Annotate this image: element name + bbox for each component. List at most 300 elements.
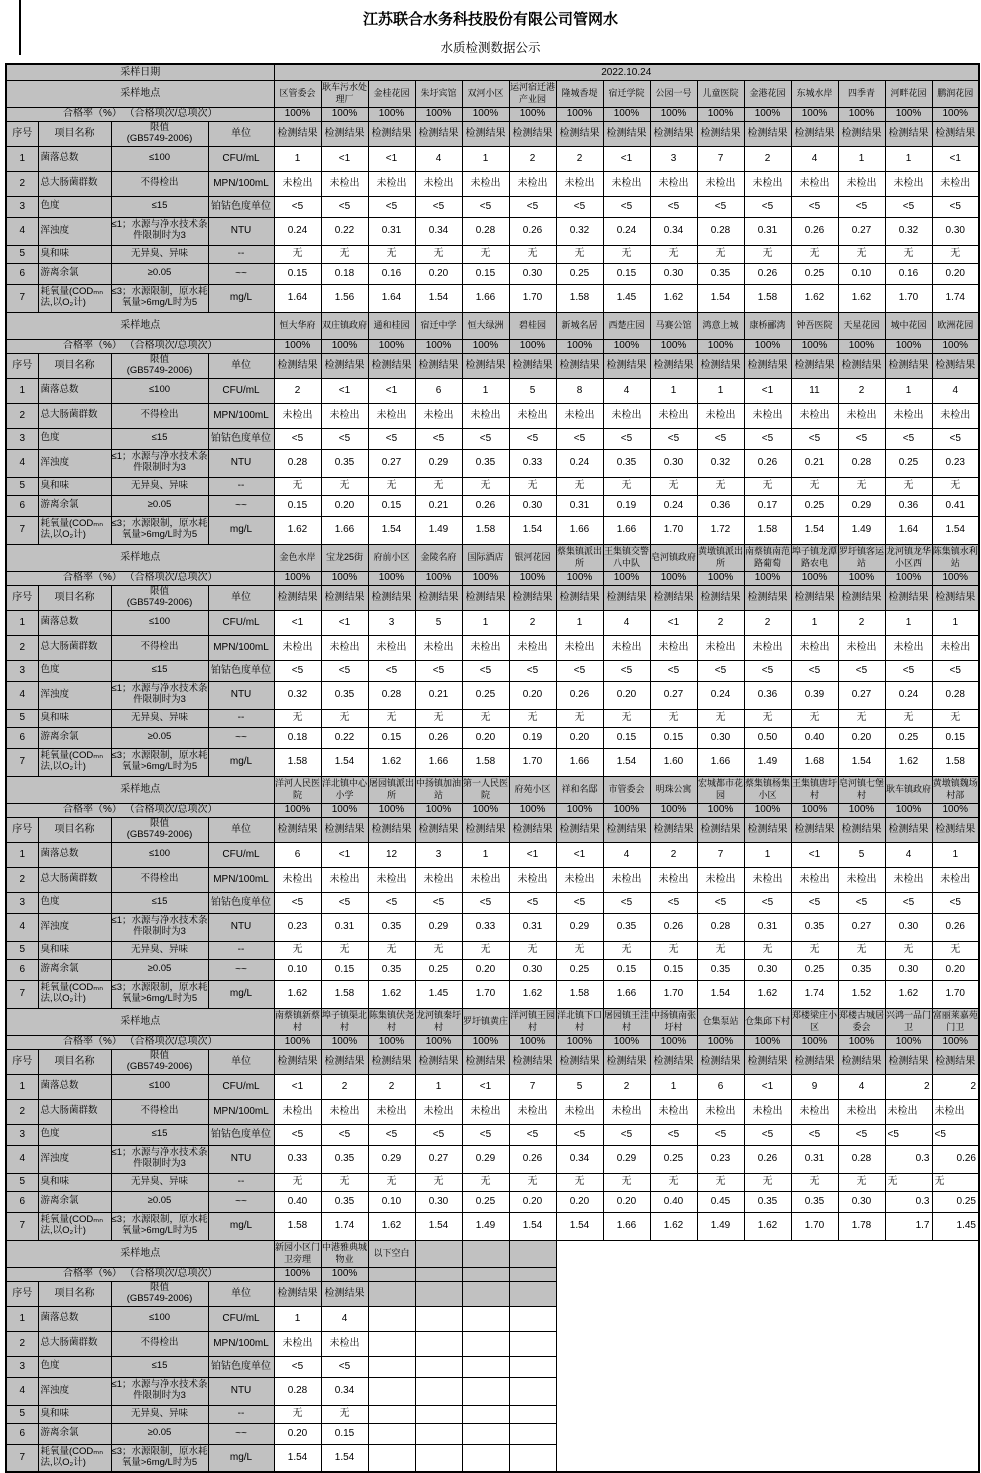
item-limit-cell: ≤15 [111, 1356, 208, 1377]
item-no-cell: 7 [6, 516, 38, 544]
result-cell: 0.28 [274, 449, 321, 477]
result-cell: 1 [885, 146, 932, 171]
item-unit-cell: ~~ [208, 263, 274, 284]
location-cell: 洋河人民医院 [274, 776, 321, 803]
blank-cell [556, 1423, 603, 1444]
result-cell: 0.26 [932, 1145, 979, 1173]
blank-cell [932, 1267, 979, 1281]
result-cell: 1.62 [744, 980, 791, 1008]
result-cell: <5 [509, 428, 556, 449]
item-limit-cell: ≥0.05 [111, 1191, 208, 1212]
empty-grid-cell [368, 1444, 415, 1472]
result-cell: 0.30 [509, 263, 556, 284]
pass-rate-cell: 100% [415, 803, 462, 817]
blank-cell [791, 1405, 838, 1423]
result-cell: 无 [321, 1173, 368, 1191]
result-cell: 8 [556, 378, 603, 403]
col-header-result: 检测结果 [321, 1049, 368, 1074]
item-name-cell: 总大肠菌群数 [38, 403, 111, 428]
result-cell: 0.30 [415, 1191, 462, 1212]
location-cell: 鸿意上城 [697, 312, 744, 339]
item-name-cell: 耗氧量(CODₘₙ法,以O₂计) [38, 748, 111, 776]
result-cell: 0.34 [650, 217, 697, 245]
col-header-result: 检测结果 [415, 1049, 462, 1074]
item-limit-cell: ≤100 [111, 842, 208, 867]
result-cell: 未检出 [744, 867, 791, 892]
item-name-cell: 臭和味 [38, 709, 111, 727]
item-row [6, 1423, 979, 1444]
result-cell: <5 [838, 428, 885, 449]
result-cell: 0.33 [509, 449, 556, 477]
pass-rate-cell: 100% [744, 107, 791, 121]
result-cell: 1.62 [650, 284, 697, 312]
result-cell: <5 [791, 196, 838, 217]
col-header-result: 检测结果 [697, 585, 744, 610]
blank-cell [556, 1267, 603, 1281]
result-cell: <5 [932, 660, 979, 681]
result-cell: 0.28 [932, 681, 979, 709]
result-cell: <5 [603, 196, 650, 217]
result-cell: 未检出 [697, 635, 744, 660]
item-name-cell: 耗氧量(CODₘₙ法,以O₂计) [38, 516, 111, 544]
result-cell: 1.70 [650, 516, 697, 544]
result-cell: 0.28 [838, 449, 885, 477]
result-cell: 0.15 [603, 959, 650, 980]
result-cell: 未检出 [321, 171, 368, 196]
result-cell: 未检出 [838, 635, 885, 660]
item-unit-cell: -- [208, 941, 274, 959]
item-limit-cell: ≤15 [111, 892, 208, 913]
result-cell: 无 [274, 245, 321, 263]
empty-grid-cell [509, 1356, 556, 1377]
result-cell: 1.54 [838, 748, 885, 776]
blank-cell [885, 1281, 932, 1306]
location-cell: 中扬镇加油站 [415, 776, 462, 803]
pass-rate-cell: 100% [274, 803, 321, 817]
item-name-cell: 浑浊度 [38, 1145, 111, 1173]
blank-cell [603, 1423, 650, 1444]
pass-rate-cell: 100% [885, 339, 932, 353]
item-limit-cell: 不得检出 [111, 1331, 208, 1356]
col-header-result: 检测结果 [274, 1281, 321, 1306]
item-row [6, 681, 979, 709]
result-cell: 0.29 [415, 913, 462, 941]
item-row [6, 1099, 979, 1124]
item-name-cell: 总大肠菌群数 [38, 1099, 111, 1124]
pass-rate-cell: 100% [415, 339, 462, 353]
location-cell: 府苑小区 [509, 776, 556, 803]
result-cell: 1.66 [603, 1212, 650, 1240]
blank-cell [791, 1444, 838, 1472]
blank-cell [556, 1240, 603, 1267]
item-row [6, 245, 979, 263]
location-cell: 府前小区 [368, 544, 415, 571]
result-cell: 0.35 [791, 913, 838, 941]
pass-rate-cell: 100% [650, 1035, 697, 1049]
result-cell: 未检出 [838, 1099, 885, 1124]
result-cell: 9 [791, 1074, 838, 1099]
pass-rate-cell: 100% [603, 571, 650, 585]
location-cell: 朱圩宾馆 [415, 80, 462, 107]
item-row [6, 1356, 979, 1377]
item-row [6, 171, 979, 196]
location-cell: 银河花园 [509, 544, 556, 571]
result-cell: 0.20 [462, 727, 509, 748]
result-cell: 1.58 [321, 980, 368, 1008]
location-cell: 金陵名府 [415, 544, 462, 571]
col-header-result: 检测结果 [368, 817, 415, 842]
result-cell: 未检出 [415, 403, 462, 428]
location-cell: 西楚庄园 [603, 312, 650, 339]
result-cell: 无 [791, 477, 838, 495]
pass-rate-cell: 100% [274, 107, 321, 121]
result-cell: 无 [415, 941, 462, 959]
result-cell: 1.54 [932, 516, 979, 544]
col-header-result: 检测结果 [697, 353, 744, 378]
sampling-location-row [6, 80, 979, 107]
result-cell: 1.70 [509, 284, 556, 312]
item-row [6, 196, 979, 217]
location-cell: 鹏润花园 [932, 80, 979, 107]
result-cell: 0.10 [274, 959, 321, 980]
pass-rate-cell: 100% [885, 571, 932, 585]
col-header-item: 项目名称 [38, 1281, 111, 1306]
result-cell: 未检出 [932, 1099, 979, 1124]
item-unit-cell: 铂钴色度单位 [208, 892, 274, 913]
result-cell: 4 [838, 1074, 885, 1099]
col-header-result: 检测结果 [415, 585, 462, 610]
result-cell: 1 [697, 378, 744, 403]
pass-rate-cell: 100% [415, 107, 462, 121]
sampling-location-label: 采样地点 [6, 80, 274, 107]
blank-cell [744, 1240, 791, 1267]
item-no-cell: 4 [6, 681, 38, 709]
result-cell: 2 [932, 1074, 979, 1099]
result-cell: 1.70 [462, 980, 509, 1008]
pass-rate-cell: 100% [932, 803, 979, 817]
result-cell: 未检出 [274, 171, 321, 196]
pass-rate-cell: 100% [744, 571, 791, 585]
pass-rate-cell: 100% [462, 107, 509, 121]
result-cell: 0.28 [838, 1145, 885, 1173]
pass-rate-row [6, 1035, 979, 1049]
result-cell: 0.29 [415, 449, 462, 477]
col-header-result: 检测结果 [791, 585, 838, 610]
result-cell: 0.27 [368, 449, 415, 477]
result-cell: 0.35 [603, 449, 650, 477]
col-header-limit: 限值 (GB5749-2006) [111, 353, 208, 378]
location-cell: 埠子镇龙潭路农电 [791, 544, 838, 571]
location-cell: 兴鸿一品门卫 [885, 1008, 932, 1035]
result-cell: 无 [744, 477, 791, 495]
item-unit-cell: ~~ [208, 1191, 274, 1212]
item-name-cell: 菌落总数 [38, 1074, 111, 1099]
result-cell: 无 [744, 1173, 791, 1191]
pass-rate-cell: 100% [791, 571, 838, 585]
result-cell: <5 [321, 196, 368, 217]
item-unit-cell: CFU/mL [208, 1306, 274, 1331]
result-cell: 0.25 [885, 727, 932, 748]
result-cell: 未检出 [462, 1099, 509, 1124]
result-cell: 1.58 [274, 748, 321, 776]
col-header-result: 检测结果 [462, 121, 509, 146]
result-cell: 1.45 [415, 980, 462, 1008]
pass-rate-cell: 100% [509, 1035, 556, 1049]
result-cell: 1 [274, 146, 321, 171]
result-cell: 未检出 [415, 1099, 462, 1124]
result-cell: 未检出 [650, 403, 697, 428]
blank-cell [885, 1356, 932, 1377]
result-cell: 4 [321, 1306, 368, 1331]
result-cell: 无 [791, 1173, 838, 1191]
pass-rate-cell: 100% [415, 1035, 462, 1049]
col-header-result: 检测结果 [556, 121, 603, 146]
item-limit-cell: ≥0.05 [111, 959, 208, 980]
pass-rate-cell: 100% [415, 571, 462, 585]
blank-cell [650, 1405, 697, 1423]
result-cell: 未检出 [791, 635, 838, 660]
result-cell: <5 [697, 892, 744, 913]
item-unit-cell: ~~ [208, 727, 274, 748]
blank-cell [838, 1356, 885, 1377]
col-header-unit: 单位 [208, 1281, 274, 1306]
item-limit-cell: ≤1；水源与净水技术条件限制时为3 [111, 217, 208, 245]
empty-grid-cell [415, 1267, 462, 1281]
result-cell: 未检出 [603, 635, 650, 660]
item-no-cell: 4 [6, 913, 38, 941]
blank-cell [744, 1281, 791, 1306]
item-no-cell: 3 [6, 1124, 38, 1145]
item-row [6, 477, 979, 495]
empty-grid-cell [509, 1306, 556, 1331]
blank-cell [791, 1331, 838, 1356]
result-cell: 0.25 [791, 263, 838, 284]
result-cell: 0.20 [415, 263, 462, 284]
item-unit-cell: CFU/mL [208, 1074, 274, 1099]
blank-cell [697, 1405, 744, 1423]
item-row [6, 217, 979, 245]
result-cell: <5 [556, 428, 603, 449]
item-limit-cell: ≥0.05 [111, 263, 208, 284]
pass-rate-cell: 100% [509, 803, 556, 817]
result-cell: 4 [932, 378, 979, 403]
result-cell: 0.30 [744, 959, 791, 980]
item-name-cell: 臭和味 [38, 1173, 111, 1191]
location-cell: 通和桂园 [368, 312, 415, 339]
blank-cell [932, 1331, 979, 1356]
col-header-result: 检测结果 [556, 817, 603, 842]
blank-cell [791, 1377, 838, 1405]
item-no-cell: 3 [6, 1356, 38, 1377]
item-no-cell: 7 [6, 980, 38, 1008]
result-cell: 1 [885, 610, 932, 635]
item-no-cell: 2 [6, 1331, 38, 1356]
result-cell: 无 [791, 941, 838, 959]
col-header-limit: 限值 (GB5749-2006) [111, 1049, 208, 1074]
result-cell: 无 [415, 709, 462, 727]
pass-rate-cell: 100% [650, 571, 697, 585]
result-cell: 0.36 [885, 495, 932, 516]
result-cell: <5 [368, 428, 415, 449]
location-cell: 宿迁中学 [415, 312, 462, 339]
pass-rate-label: 合格率（%） （合格项次/总项次） [6, 803, 274, 817]
result-cell: 0.35 [603, 913, 650, 941]
result-cell: 未检出 [791, 403, 838, 428]
result-cell: 无 [697, 1173, 744, 1191]
result-cell: <5 [838, 1124, 885, 1145]
result-cell: 未检出 [462, 171, 509, 196]
item-unit-cell: -- [208, 245, 274, 263]
blank-cell [603, 1267, 650, 1281]
sampling-location-row [6, 312, 979, 339]
result-cell: 1.54 [509, 516, 556, 544]
location-cell: 罗圩镇客运站 [838, 544, 885, 571]
result-cell: 1.74 [932, 284, 979, 312]
location-cell: 黄墩镇魏场村部 [932, 776, 979, 803]
col-header-result: 检测结果 [509, 585, 556, 610]
result-cell: 1 [650, 1074, 697, 1099]
result-cell: 1.78 [838, 1212, 885, 1240]
col-header-result: 检测结果 [556, 353, 603, 378]
blank-cell [885, 1405, 932, 1423]
result-cell: 1 [744, 842, 791, 867]
pass-rate-row [6, 339, 979, 353]
result-cell: 0.35 [744, 1191, 791, 1212]
result-cell: <5 [932, 428, 979, 449]
empty-grid-cell [509, 1331, 556, 1356]
blank-cell [603, 1240, 650, 1267]
result-cell: 无 [885, 477, 932, 495]
col-header-unit: 单位 [208, 353, 274, 378]
sampling-location-label: 采样地点 [6, 776, 274, 803]
result-cell: <5 [603, 892, 650, 913]
location-cell: 蔡集镇派出所 [556, 544, 603, 571]
pass-rate-cell: 100% [509, 107, 556, 121]
result-cell: 0.34 [415, 217, 462, 245]
result-cell: <5 [650, 196, 697, 217]
column-header-row [6, 817, 979, 842]
result-cell: 无 [650, 1173, 697, 1191]
blank-cell [650, 1444, 697, 1472]
result-cell: 未检出 [321, 635, 368, 660]
item-row [6, 403, 979, 428]
result-cell: 无 [697, 709, 744, 727]
item-no-cell: 7 [6, 284, 38, 312]
item-name-cell: 耗氧量(CODₘₙ法,以O₂计) [38, 284, 111, 312]
blank-cell [697, 1356, 744, 1377]
result-cell: 0.31 [509, 913, 556, 941]
location-cell: 康桥郦湾 [744, 312, 791, 339]
result-cell: 2 [509, 610, 556, 635]
sampling-location-label: 采样地点 [6, 1008, 274, 1035]
result-cell: 无 [885, 709, 932, 727]
col-header-result: 检测结果 [415, 353, 462, 378]
result-cell: 未检出 [603, 403, 650, 428]
pass-rate-cell: 100% [556, 571, 603, 585]
location-cell: 公园一号 [650, 80, 697, 107]
col-header-result: 检测结果 [838, 1049, 885, 1074]
item-unit-cell: mg/L [208, 284, 274, 312]
item-no-cell: 5 [6, 941, 38, 959]
blank-cell [838, 1331, 885, 1356]
result-cell: 0.15 [321, 959, 368, 980]
result-cell: 0.30 [650, 263, 697, 284]
pass-rate-cell: 100% [838, 571, 885, 585]
result-cell: 无 [274, 477, 321, 495]
item-name-cell: 臭和味 [38, 477, 111, 495]
pass-rate-cell: 100% [556, 107, 603, 121]
result-cell: 1.54 [415, 284, 462, 312]
result-cell: 2 [744, 146, 791, 171]
pass-rate-label: 合格率（%） （合格项次/总项次） [6, 1035, 274, 1049]
pass-rate-cell: 100% [368, 339, 415, 353]
page-edge-line [19, 0, 21, 55]
result-cell: 0.20 [321, 495, 368, 516]
result-cell: <5 [791, 892, 838, 913]
blank-cell [932, 1423, 979, 1444]
pass-rate-cell: 100% [885, 803, 932, 817]
result-cell: <5 [415, 196, 462, 217]
result-cell: 未检出 [885, 171, 932, 196]
result-cell: 未检出 [415, 635, 462, 660]
result-cell: 0.15 [462, 263, 509, 284]
item-unit-cell: -- [208, 1405, 274, 1423]
item-row [6, 635, 979, 660]
result-cell: 未检出 [697, 867, 744, 892]
blank-cell [932, 1444, 979, 1472]
location-cell: 龙河镇秦圩村 [415, 1008, 462, 1035]
result-cell: 1.58 [932, 748, 979, 776]
result-cell: <5 [321, 660, 368, 681]
result-cell: 0.29 [556, 913, 603, 941]
result-cell: 1.66 [697, 748, 744, 776]
result-cell: 0.35 [321, 1191, 368, 1212]
col-header-item: 项目名称 [38, 353, 111, 378]
col-header-result: 检测结果 [603, 817, 650, 842]
blank-cell [556, 1377, 603, 1405]
result-cell: 0.32 [274, 681, 321, 709]
result-cell: 0.25 [791, 959, 838, 980]
item-row [6, 1306, 979, 1331]
col-header-result: 检测结果 [932, 1049, 979, 1074]
result-cell: 未检出 [932, 403, 979, 428]
result-cell: 2 [744, 610, 791, 635]
location-cell: 运河宿迁港产业园 [509, 80, 556, 107]
result-cell: 未检出 [838, 403, 885, 428]
pass-rate-cell: 100% [603, 107, 650, 121]
location-cell: 富丽莱嘉苑门卫 [932, 1008, 979, 1035]
result-cell: <5 [697, 428, 744, 449]
item-limit-cell: ≤1；水源与净水技术条件限制时为3 [111, 1145, 208, 1173]
item-limit-cell: 无异臭、异味 [111, 709, 208, 727]
col-header-no: 序号 [6, 1049, 38, 1074]
result-cell: 3 [650, 146, 697, 171]
result-cell: <5 [274, 1124, 321, 1145]
result-cell: 未检出 [368, 171, 415, 196]
pass-rate-cell: 100% [932, 571, 979, 585]
empty-grid-cell [509, 1377, 556, 1405]
blank-cell [697, 1444, 744, 1472]
result-cell: 0.31 [556, 495, 603, 516]
result-cell: <1 [462, 1074, 509, 1099]
item-limit-cell: 不得检出 [111, 1099, 208, 1124]
empty-grid-cell [368, 1267, 415, 1281]
result-cell: 无 [697, 477, 744, 495]
result-cell: 未检出 [838, 171, 885, 196]
result-cell: <5 [509, 892, 556, 913]
pass-rate-row [6, 1267, 979, 1281]
result-cell: 未检出 [556, 635, 603, 660]
